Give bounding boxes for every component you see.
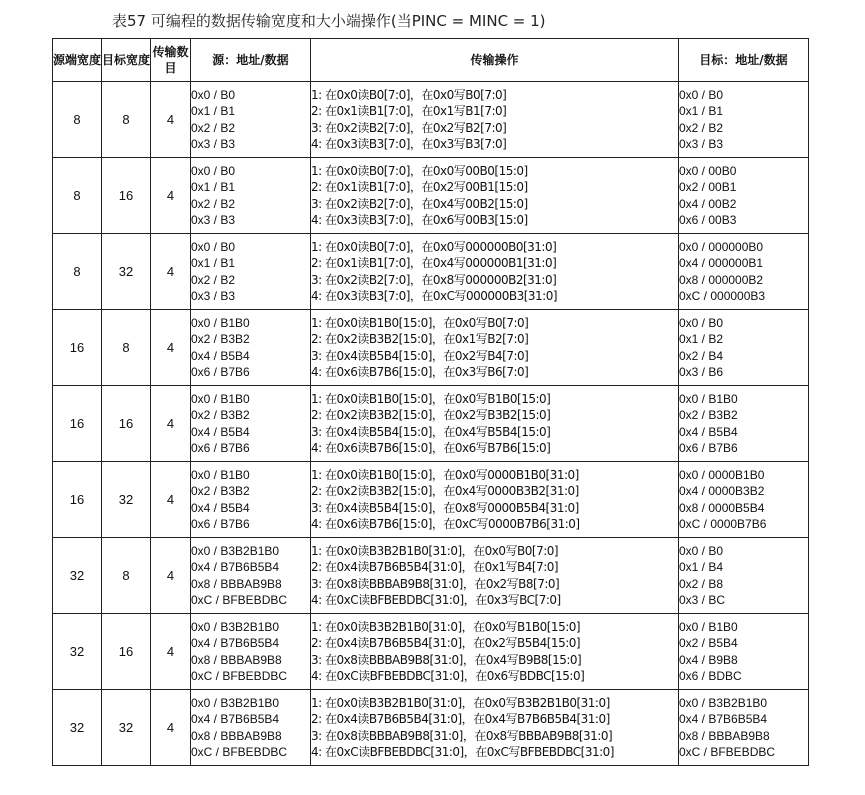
src-addr-data-cell [191, 614, 311, 690]
ops-cell-line: 3: 在0x8读BBBAB9B8[31:0]，在0x4写B9B8[15:0] [311, 652, 582, 667]
table-row [53, 462, 809, 538]
ops-cell-line: 3: 在0x4读B5B4[15:0]，在0x4写B5B4[15:0] [311, 424, 551, 439]
src-addr-data-cell-line: 0x2 / B2 [191, 272, 236, 287]
dst-addr-data-cell-line: 0x0 / B0 [679, 87, 724, 102]
ops-cell-line: 3: 在0x4读B5B4[15:0]，在0x8写0000B5B4[31:0] [311, 500, 579, 515]
dst-addr-data-cell-line: 0x0 / 00B0 [679, 163, 737, 178]
dst-addr-data-cell-line: 0x4 / B9B8 [679, 652, 738, 667]
dst-addr-data-cell-line: 0x4 / B7B6B5B4 [679, 712, 768, 726]
header-ops: 传输操作 [311, 39, 679, 82]
header-dst-width: 目标宽度 [102, 39, 151, 82]
count-cell: 4 [151, 158, 191, 234]
dst-addr-data-cell-line: 0x1 / B1 [679, 104, 724, 118]
ops-cell-line: 3: 在0x8读BBBAB9B8[31:0]，在0x8写BBBAB9B8[31:0] [311, 728, 613, 743]
table-body [53, 82, 809, 766]
dst-addr-data-cell-line: 0x1 / B4 [679, 560, 724, 574]
dst-addr-data-cell-line: 0xC / BFBEBDBC [679, 745, 776, 759]
src-addr-data-cell-line: 0x0 / B0 [191, 163, 236, 178]
src-addr-data-cell-line: 0x4 / B7B6B5B4 [191, 560, 280, 574]
dst-addr-data-cell-line: 0x0 / 000000B0 [679, 239, 764, 254]
ops-cell-line: 3: 在0x8读BBBAB9B8[31:0]，在0x2写B8[7:0] [311, 576, 560, 591]
src-addr-data-cell-line: 0x0 / B1B0 [191, 467, 250, 482]
dst-addr-data-cell-line: 0x2 / B4 [679, 348, 724, 363]
ops-cell-line: 1: 在0x0读B3B2B1B0[31:0]，在0x0写B0[7:0] [311, 543, 559, 558]
header-src-width: 源端宽度 [53, 39, 102, 82]
dst-addr-data-cell-line: 0x8 / 000000B2 [679, 272, 764, 287]
ops-cell-line: 4: 在0x3读B3[7:0]，在0x3写B3[7:0] [311, 137, 507, 151]
src-width-cell: 8 [53, 234, 102, 310]
src-width-cell: 8 [53, 158, 102, 234]
dst-addr-data-cell-line: 0x3 / BC [679, 593, 726, 607]
dst-addr-data-cell-line: 0x6 / BDBC [679, 669, 742, 683]
ops-cell-line: 4: 在0xC读BFBEBDBC[31:0]，在0xC写BFBEBDBC[31:0] [311, 745, 614, 759]
ops-cell-line: 3: 在0x2读B2[7:0]，在0x8写000000B2[31:0] [311, 272, 557, 287]
ops-cell-line: 2: 在0x1读B1[7:0]，在0x4写000000B1[31:0] [311, 256, 557, 270]
src-addr-data-cell-line: 0x2 / B3B2 [191, 332, 250, 346]
ops-cell-line: 1: 在0x0读B0[7:0]，在0x0写000000B0[31:0] [311, 239, 557, 254]
count-cell: 4 [151, 690, 191, 766]
dst-width-cell: 32 [102, 690, 151, 766]
ops-cell-line: 3: 在0x4读B5B4[15:0]，在0x2写B4[7:0] [311, 348, 529, 363]
dst-addr-data-cell-line: 0xC / 000000B3 [679, 289, 766, 303]
ops-cell-line: 2: 在0x4读B7B6B5B4[31:0]，在0x4写B7B6B5B4[31:0] [311, 712, 610, 726]
ops-cell-line: 1: 在0x0读B3B2B1B0[31:0]，在0x0写B3B2B1B0[31:0] [311, 695, 610, 710]
dst-addr-data-cell-line: 0x6 / B7B6 [679, 441, 738, 455]
ops-cell [311, 538, 679, 614]
src-addr-data-cell-line: 0x1 / B1 [191, 104, 236, 118]
ops-cell-line: 1: 在0x0读B1B0[15:0]，在0x0写B0[7:0] [311, 315, 529, 330]
dst-width-cell: 16 [102, 158, 151, 234]
dst-addr-data-cell-line: 0x4 / 0000B3B2 [679, 484, 765, 498]
ops-cell-line: 1: 在0x0读B0[7:0]，在0x0写00B0[15:0] [311, 163, 528, 178]
dst-addr-data-cell-line: 0x8 / BBBAB9B8 [679, 728, 770, 743]
src-addr-data-cell-line: 0x4 / B7B6B5B4 [191, 712, 280, 726]
src-addr-data-cell-line: 0x8 / BBBAB9B8 [191, 728, 282, 743]
src-addr-data-cell [191, 462, 311, 538]
src-width-cell: 32 [53, 690, 102, 766]
dst-addr-data-cell [679, 386, 809, 462]
src-addr-data-cell-line: 0x6 / B7B6 [191, 517, 250, 531]
ops-cell [311, 386, 679, 462]
ops-cell-line: 2: 在0x2读B3B2[15:0]，在0x1写B2[7:0] [311, 332, 529, 346]
count-cell: 4 [151, 310, 191, 386]
src-addr-data-cell-line: 0x2 / B2 [191, 120, 236, 135]
table-row [53, 690, 809, 766]
dst-addr-data-cell-line: 0x6 / 00B3 [679, 213, 737, 227]
dst-addr-data-cell-line: 0x2 / B3B2 [679, 408, 738, 422]
header-src-addr-data: 源：地址/数据 [191, 39, 311, 82]
src-addr-data-cell [191, 690, 311, 766]
src-addr-data-cell-line: 0x1 / B1 [191, 180, 236, 194]
dst-addr-data-cell-line: 0x4 / B5B4 [679, 424, 738, 439]
dst-width-cell: 16 [102, 614, 151, 690]
count-cell: 4 [151, 386, 191, 462]
count-cell: 4 [151, 462, 191, 538]
ops-cell-line: 4: 在0xC读BFBEBDBC[31:0]，在0x3写BC[7:0] [311, 593, 561, 607]
src-addr-data-cell-line: 0x0 / B3B2B1B0 [191, 543, 280, 558]
src-addr-data-cell [191, 310, 311, 386]
src-addr-data-cell-line: 0x8 / BBBAB9B8 [191, 576, 282, 591]
dst-width-cell: 8 [102, 310, 151, 386]
table-row [53, 614, 809, 690]
ops-cell-line: 1: 在0x0读B0[7:0]，在0x0写B0[7:0] [311, 87, 507, 102]
dst-addr-data-cell-line: 0x0 / B0 [679, 315, 724, 330]
ops-cell-line: 1: 在0x0读B3B2B1B0[31:0]，在0x0写B1B0[15:0] [311, 619, 581, 634]
dst-addr-data-cell-line: 0x3 / B6 [679, 365, 724, 379]
table-row [53, 234, 809, 310]
src-addr-data-cell-line: 0x0 / B1B0 [191, 315, 250, 330]
ops-cell-line: 2: 在0x2读B3B2[15:0]，在0x4写0000B3B2[31:0] [311, 484, 579, 498]
src-width-cell: 16 [53, 310, 102, 386]
src-addr-data-cell-line: 0x0 / B0 [191, 239, 236, 254]
src-addr-data-cell-line: 0xC / BFBEBDBC [191, 669, 288, 683]
src-addr-data-cell-line: 0x4 / B5B4 [191, 500, 250, 515]
table-caption: 表57 可编程的数据传输宽度和大小端操作(当PINC = MINC = 1) [112, 12, 546, 30]
dst-addr-data-cell-line: 0x0 / B0 [679, 543, 724, 558]
dst-addr-data-cell-line: 0x0 / 0000B1B0 [679, 467, 765, 482]
src-addr-data-cell-line: 0x2 / B3B2 [191, 484, 250, 498]
dst-addr-data-cell-line: 0x0 / B1B0 [679, 619, 738, 634]
ops-cell-line: 2: 在0x1读B1[7:0]，在0x2写00B1[15:0] [311, 180, 528, 194]
src-addr-data-cell [191, 158, 311, 234]
ops-cell-line: 4: 在0x6读B7B6[15:0]，在0xC写0000B7B6[31:0] [311, 517, 580, 531]
ops-cell [311, 310, 679, 386]
dst-addr-data-cell-line: 0x3 / B3 [679, 137, 724, 151]
src-addr-data-cell [191, 386, 311, 462]
ops-cell-line: 4: 在0x6读B7B6[15:0]，在0x6写B7B6[15:0] [311, 441, 551, 455]
ops-cell [311, 614, 679, 690]
dst-width-cell: 32 [102, 462, 151, 538]
ops-cell-line: 2: 在0x2读B3B2[15:0]，在0x2写B3B2[15:0] [311, 408, 551, 422]
src-addr-data-cell [191, 538, 311, 614]
ops-cell-line: 4: 在0xC读BFBEBDBC[31:0]，在0x6写BDBC[15:0] [311, 669, 585, 683]
src-addr-data-cell-line: 0x6 / B7B6 [191, 365, 250, 379]
count-cell: 4 [151, 82, 191, 158]
ops-cell-line: 1: 在0x0读B1B0[15:0]，在0x0写B1B0[15:0] [311, 391, 551, 406]
src-addr-data-cell-line: 0x3 / B3 [191, 137, 236, 151]
dst-addr-data-cell [679, 82, 809, 158]
src-addr-data-cell-line: 0x1 / B1 [191, 256, 236, 270]
ops-cell-line: 2: 在0x4读B7B6B5B4[31:0]，在0x1写B4[7:0] [311, 560, 559, 574]
dst-addr-data-cell-line: 0xC / 0000B7B6 [679, 517, 767, 531]
dst-addr-data-cell-line: 0x4 / 000000B1 [679, 256, 764, 270]
dst-width-cell: 8 [102, 82, 151, 158]
src-addr-data-cell-line: 0x3 / B3 [191, 213, 236, 227]
count-cell: 4 [151, 538, 191, 614]
src-addr-data-cell-line: 0xC / BFBEBDBC [191, 745, 288, 759]
ops-cell-line: 4: 在0x3读B3[7:0]，在0xC写000000B3[31:0] [311, 289, 558, 303]
ops-cell [311, 462, 679, 538]
src-addr-data-cell [191, 82, 311, 158]
dst-addr-data-cell [679, 310, 809, 386]
dst-addr-data-cell [679, 234, 809, 310]
dst-addr-data-cell-line: 0x0 / B3B2B1B0 [679, 695, 768, 710]
src-addr-data-cell-line: 0x0 / B0 [191, 87, 236, 102]
transfer-width-table [52, 38, 809, 766]
count-cell: 4 [151, 234, 191, 310]
src-addr-data-cell-line: 0x8 / BBBAB9B8 [191, 652, 282, 667]
src-width-cell: 8 [53, 82, 102, 158]
dst-addr-data-cell-line: 0x4 / 00B2 [679, 196, 737, 211]
src-addr-data-cell-line: 0x0 / B3B2B1B0 [191, 695, 280, 710]
ops-cell [311, 234, 679, 310]
dst-addr-data-cell [679, 538, 809, 614]
src-addr-data-cell-line: 0x4 / B5B4 [191, 424, 250, 439]
dst-addr-data-cell-line: 0x2 / B2 [679, 120, 724, 135]
table-header-row [53, 39, 809, 82]
src-addr-data-cell-line: 0x2 / B3B2 [191, 408, 250, 422]
src-width-cell: 32 [53, 614, 102, 690]
ops-cell-line: 4: 在0x6读B7B6[15:0]，在0x3写B6[7:0] [311, 365, 529, 379]
dst-width-cell: 8 [102, 538, 151, 614]
header-dst-addr-data: 目标：地址/数据 [679, 39, 809, 82]
dst-addr-data-cell-line: 0x2 / 00B1 [679, 180, 737, 194]
ops-cell-line: 1: 在0x0读B1B0[15:0]，在0x0写0000B1B0[31:0] [311, 467, 579, 482]
table-row [53, 386, 809, 462]
ops-cell [311, 158, 679, 234]
table-row [53, 538, 809, 614]
dst-addr-data-cell [679, 158, 809, 234]
src-addr-data-cell-line: 0x6 / B7B6 [191, 441, 250, 455]
ops-cell [311, 82, 679, 158]
src-addr-data-cell-line: 0xC / BFBEBDBC [191, 593, 288, 607]
src-width-cell: 32 [53, 538, 102, 614]
ops-cell-line: 4: 在0x3读B3[7:0]，在0x6写00B3[15:0] [311, 213, 528, 227]
src-width-cell: 16 [53, 386, 102, 462]
ops-cell-line: 3: 在0x2读B2[7:0]，在0x4写00B2[15:0] [311, 196, 528, 211]
dst-addr-data-cell [679, 614, 809, 690]
src-addr-data-cell-line: 0x2 / B2 [191, 196, 236, 211]
src-addr-data-cell-line: 0x3 / B3 [191, 289, 236, 303]
ops-cell [311, 690, 679, 766]
dst-width-cell: 16 [102, 386, 151, 462]
ops-cell-line: 3: 在0x2读B2[7:0]，在0x2写B2[7:0] [311, 120, 507, 135]
src-addr-data-cell [191, 234, 311, 310]
dst-addr-data-cell-line: 0x1 / B2 [679, 332, 724, 346]
src-addr-data-cell-line: 0x4 / B5B4 [191, 348, 250, 363]
dst-addr-data-cell-line: 0x8 / 0000B5B4 [679, 500, 765, 515]
ops-cell-line: 2: 在0x1读B1[7:0]，在0x1写B1[7:0] [311, 104, 507, 118]
src-addr-data-cell-line: 0x4 / B7B6B5B4 [191, 636, 280, 650]
ops-cell-line: 2: 在0x4读B7B6B5B4[31:0]，在0x2写B5B4[15:0] [311, 636, 581, 650]
table-row [53, 310, 809, 386]
dst-addr-data-cell [679, 690, 809, 766]
src-addr-data-cell-line: 0x0 / B1B0 [191, 391, 250, 406]
src-width-cell: 16 [53, 462, 102, 538]
header-count: 传输数目 [151, 39, 191, 82]
table-row [53, 82, 809, 158]
dst-addr-data-cell-line: 0x0 / B1B0 [679, 391, 738, 406]
dst-addr-data-cell [679, 462, 809, 538]
table-row [53, 158, 809, 234]
src-addr-data-cell-line: 0x0 / B3B2B1B0 [191, 619, 280, 634]
dst-addr-data-cell-line: 0x2 / B5B4 [679, 636, 738, 650]
dst-addr-data-cell-line: 0x2 / B8 [679, 576, 724, 591]
count-cell: 4 [151, 614, 191, 690]
dst-width-cell: 32 [102, 234, 151, 310]
